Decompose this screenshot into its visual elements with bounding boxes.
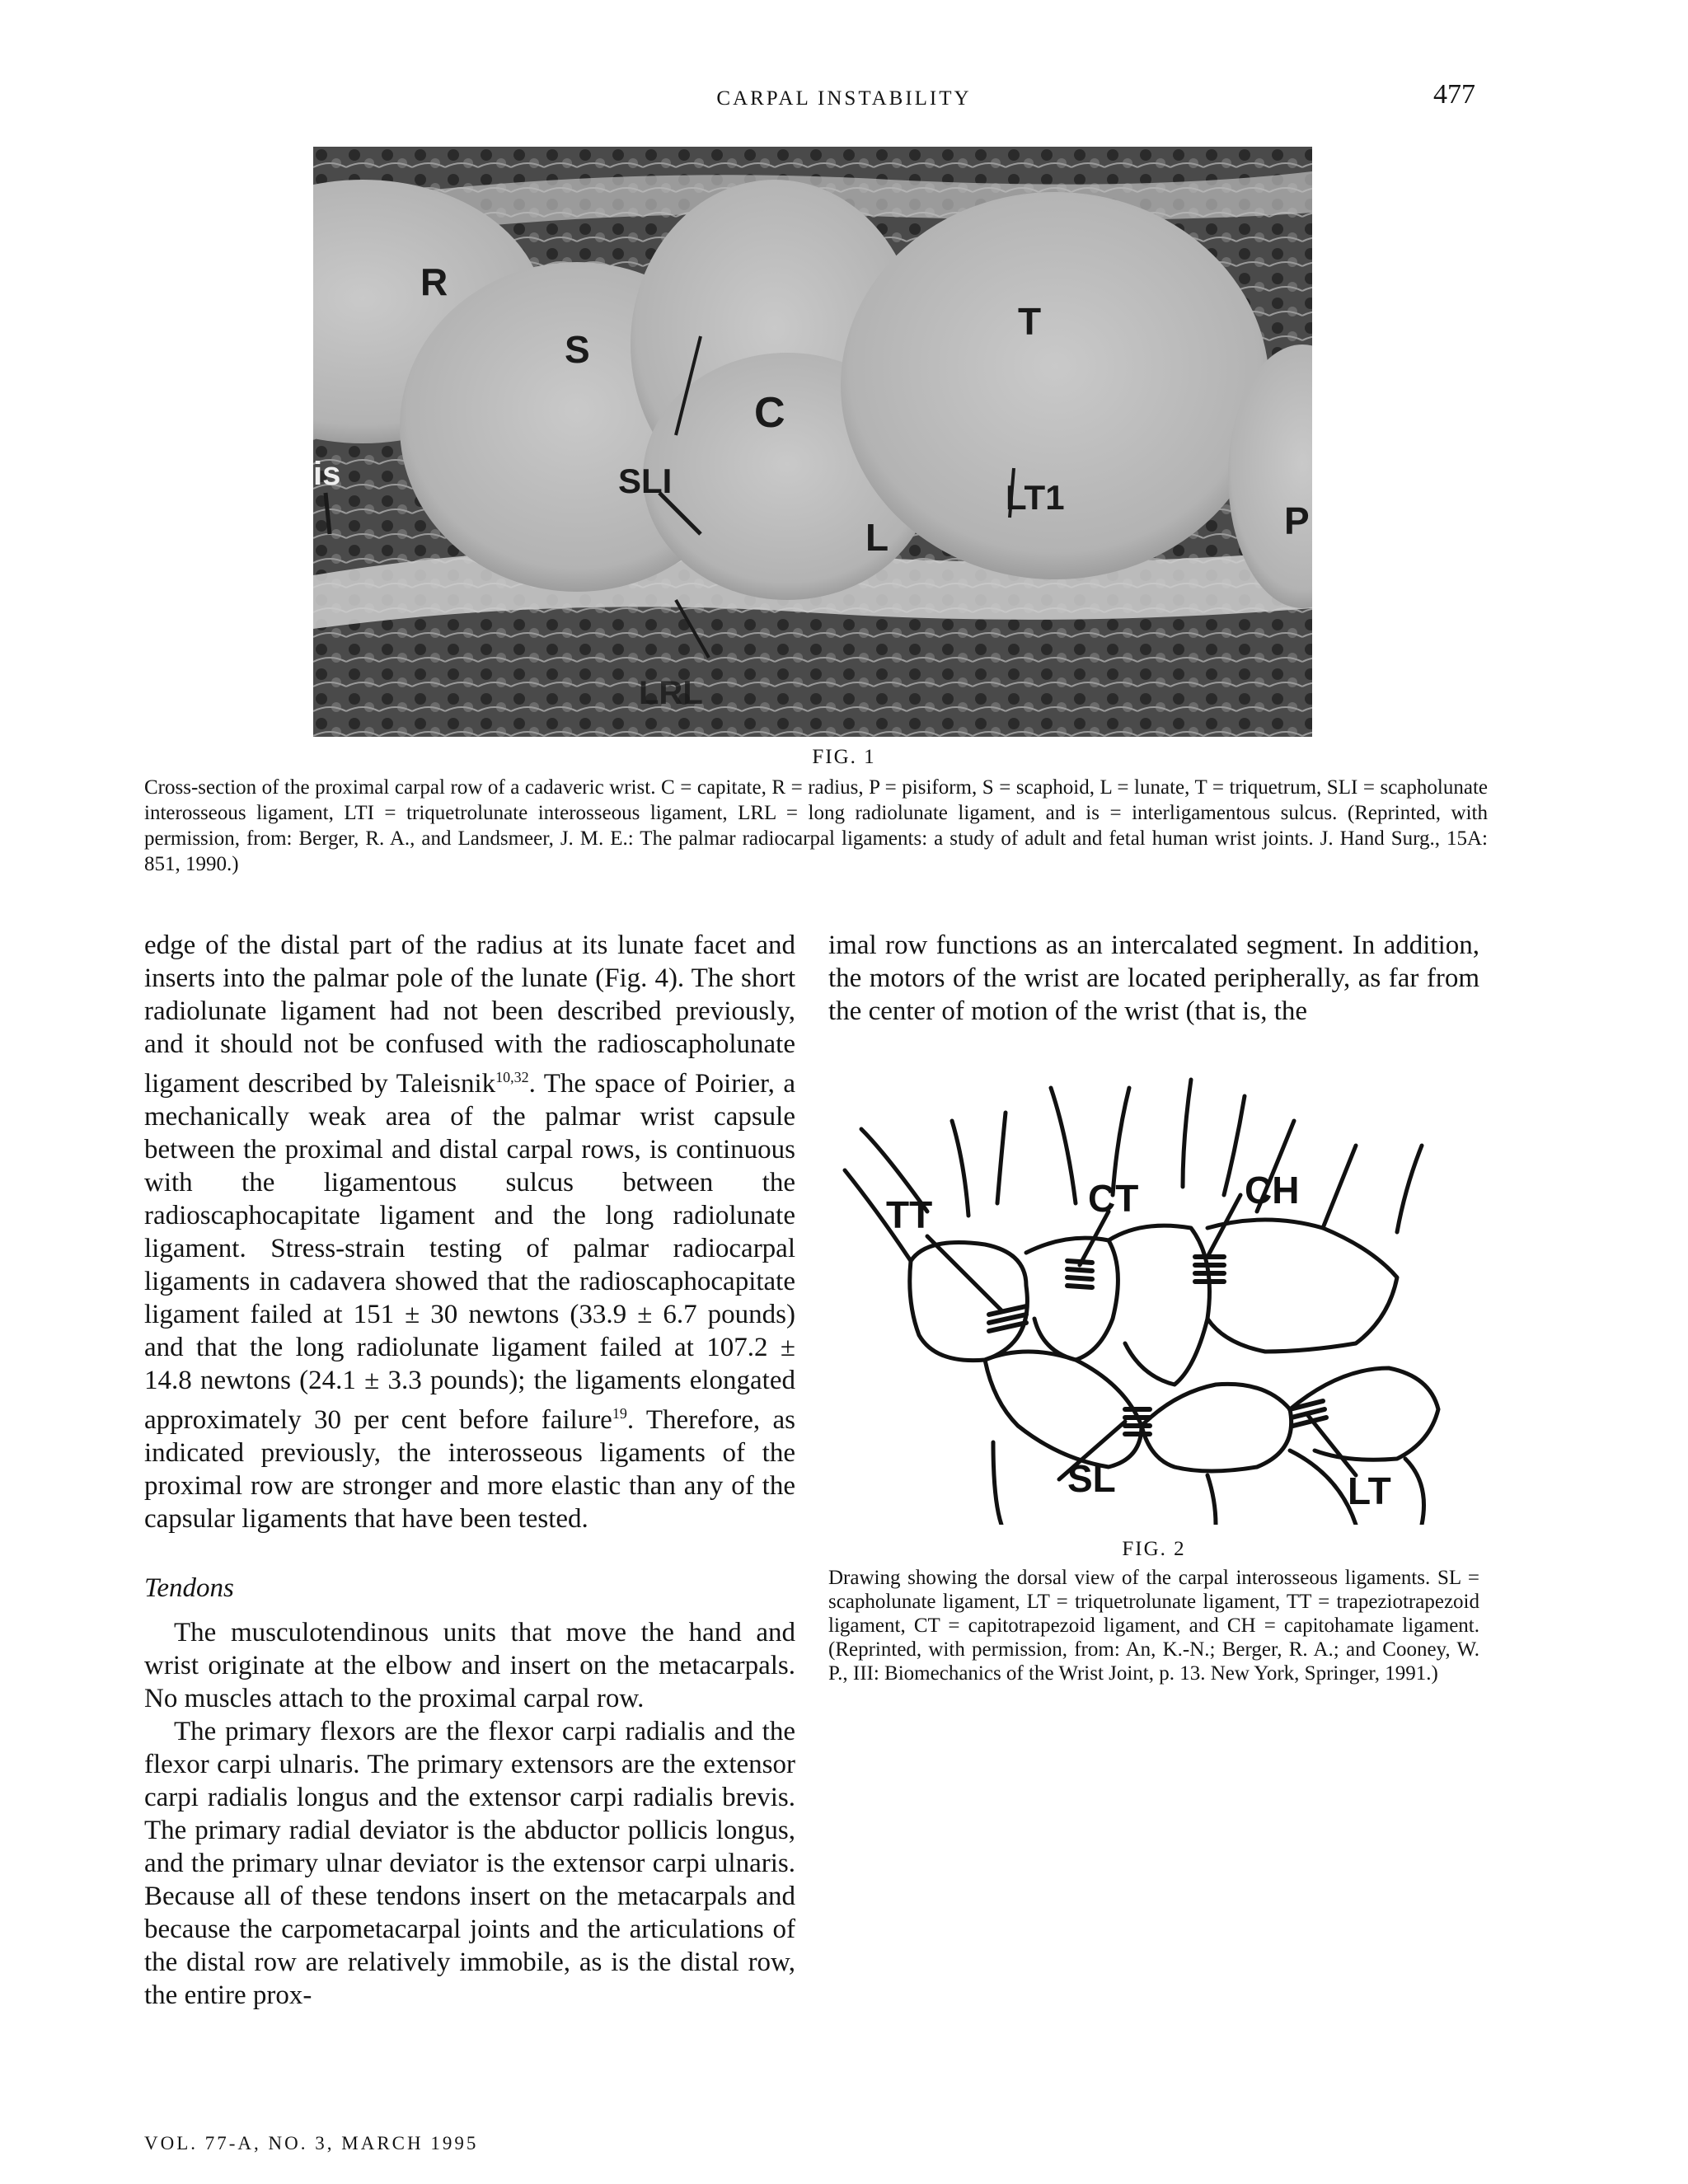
label-S: S <box>565 328 590 371</box>
label-CT: CT <box>1088 1177 1139 1220</box>
label-SL: SL <box>1067 1457 1116 1500</box>
triquetrum-bone-shape <box>841 192 1269 579</box>
left-paragraph-2: The musculotendinous units that move the hand and wrist originate at the elbow and insert on the metacarpals. No muscles attach to the proximal carpal row. <box>144 1618 795 1713</box>
cross-section-image <box>313 147 1312 737</box>
label-L: L <box>865 516 889 559</box>
label-LT1: LT1 <box>1006 478 1065 517</box>
running-title: CARPAL INSTABILITY <box>716 87 972 110</box>
label-TT: TT <box>886 1193 933 1236</box>
label-is: is <box>313 456 341 492</box>
right-paragraph-1: imal row functions as an intercalated segment. In addition, the motors of the wrist are located peripherally, as far from the center of motion of the wrist (that is, the <box>828 930 1479 1026</box>
figure-1-caption: Cross-section of the proximal carpal row of a cadaveric wrist. C = capitate, R = radius, P = pisiform, S = scaphoid, L = lunate, T = triquetrum, SLI = scapholunate interosseous ligament, LTI = triquetrolunate interosseous ligament, LRL = long radiolunate ligament, and is = interligamentous sulcus. (Reprinted, with permission, from: Berger, R. A., and Landsmeer, J. M. E.: The palmar radiocarpal ligaments: a study of adult and fetal human wrist joints. J. Hand Surg., 15A: 851, 1990.) <box>144 776 1488 875</box>
left-column <box>144 929 795 2012</box>
left-paragraph-3: The primary flexors are the flexor carpi radialis and the flexor carpi ulnaris. The primary extensors are the extensor carpi radialis longus and the extensor carpi radialis brevis. The primary radial deviator is the abductor pollicis longus, and the primary ulnar deviator is the extensor carpi ulnaris. Because all of these tendons insert on the metacarpals and because the carpometacarpal joints and the articulations of the distal row are relatively immobile, as is the distal row, the entire prox- <box>144 1717 795 2010</box>
label-R: R <box>420 260 448 303</box>
label-LRL: LRL <box>639 675 703 711</box>
label-C: C <box>754 389 785 437</box>
label-CH: CH <box>1245 1169 1300 1212</box>
left-paragraph-1: edge of the distal part of the radius at its lunate facet and inserts into the palmar pole of the lunate (Fig. 4). The short radiolunate ligament had not been described previously, and it should not be confused with the radioscapholunate ligament described by Taleisnik$^{10,32}$. The space of Poirier, a mechanically weak area of the palmar wrist capsule between the proximal and distal carpal rows, is continuous with the ligamentous sulcus between the radioscaphocapitate ligament and the long radiolunate ligament. Stress-strain testing of palmar radiocarpal ligaments in cadavera showed that the radioscaphocapitate ligament failed at 151 ± 30 newtons (33.9 ± 6.7 pounds) and that the long radiolunate ligament failed at 107.2 ± 14.8 newtons (24.1 ± 3.3 pounds); the ligaments elongated approximately 30 per cent before failure$^{19}$. Therefore, as indicated previously, the interosseous ligaments of the proximal row are stronger and more elastic than any of the capsular ligaments that have been tested. <box>144 930 796 1534</box>
label-P: P <box>1284 499 1310 542</box>
figure-1-label: FIG. 1 <box>812 746 876 768</box>
figure-2-label: FIG. 2 <box>1122 1538 1186 1560</box>
right-column-text <box>828 929 1479 1028</box>
figure-2-caption: Drawing showing the dorsal view of the carpal interosseous ligaments. SL = scapholunate ligament, LT = triquetrolunate ligament, TT = trapeziotrapezoid ligament, CT = capitotrapezoid ligament, and CH = capitohamate ligament. (Reprinted, with permission, from: An, K.-N.; Berger, R. A.; and Cooney, W. P., III: Biomechanics of the Wrist Joint, p. 13. New York, Springer, 1991.) <box>828 1567 1479 1685</box>
carpal-drawing <box>828 1071 1479 1525</box>
label-LT: LT <box>1348 1469 1391 1512</box>
section-heading-tendons: Tendons <box>144 1573 234 1603</box>
figure-1-photo <box>313 147 1312 737</box>
journal-volume-footer: VOL. 77-A, NO. 3, MARCH 1995 <box>144 2133 479 2154</box>
label-T: T <box>1018 300 1042 343</box>
label-SLI: SLI <box>618 462 673 500</box>
page-number: 477 <box>1433 79 1475 110</box>
figure-2-drawing <box>828 1071 1479 1525</box>
